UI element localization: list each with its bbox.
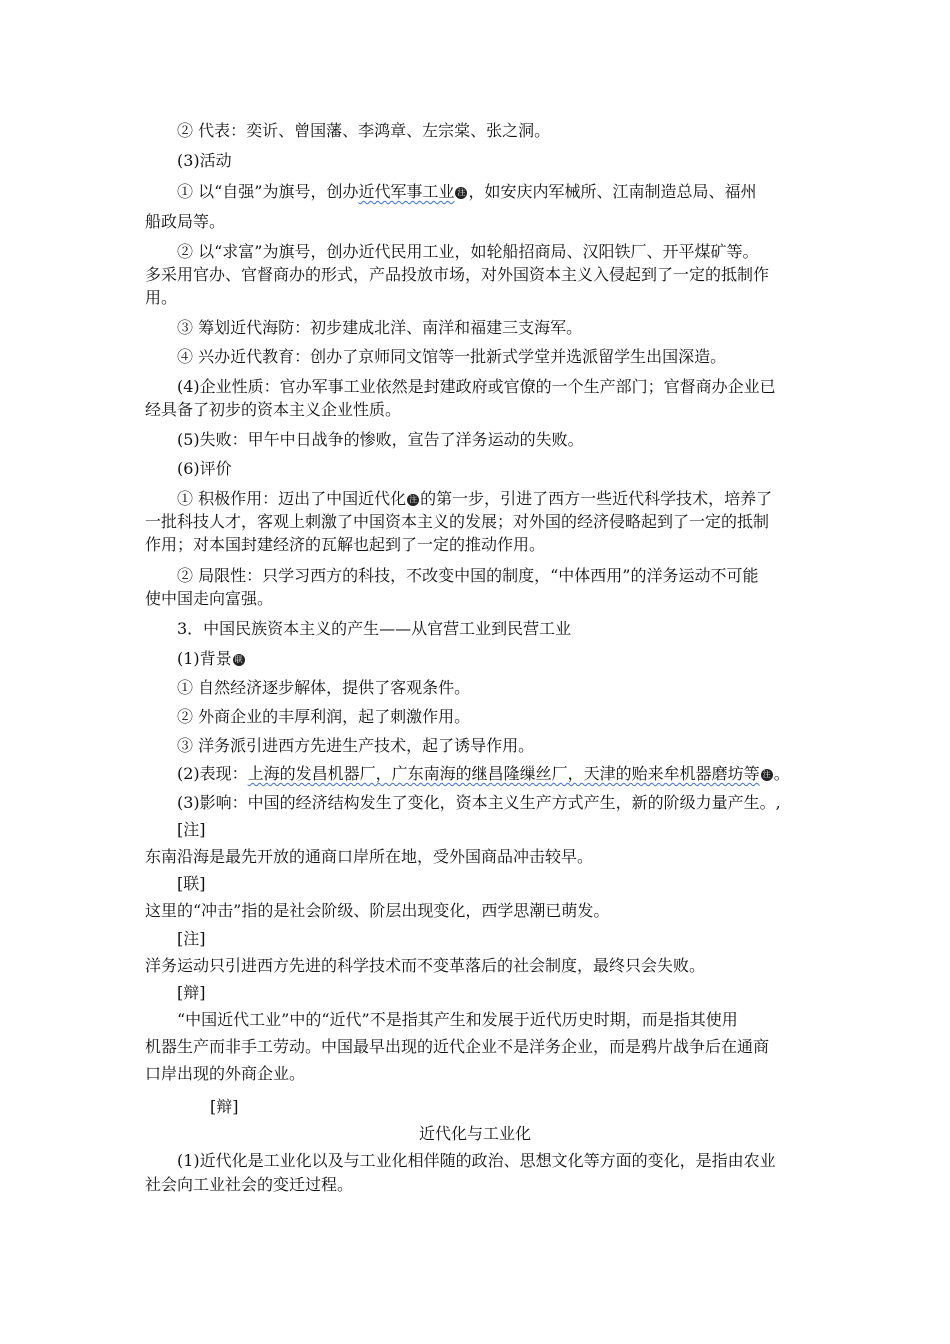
text-line: (6)评价: [177, 459, 232, 478]
underlined-term: 上海的发昌机器厂，广东南海的继昌隆缫丝厂，天津的贻来牟机器磨坊等: [247, 764, 760, 783]
text-line: 使中国走向富强。: [145, 589, 274, 608]
text-line: 经具备了初步的资本主义企业性质。: [145, 400, 402, 419]
text-line: ③ 洋务派引进西方先进生产技术，起了诱导作用。: [177, 736, 535, 755]
text-line: 社会向工业社会的变迁过程。: [145, 1175, 354, 1194]
note-text: 这里的“冲击”指的是社会阶级、阶层出现变化，西学思潮已萌发。: [145, 901, 610, 920]
text-line: 船政局等。: [145, 212, 226, 231]
text-line: ④ 兴办近代教育：创办了京师同文馆等一批新式学堂并选派留学生出国深造。: [177, 347, 727, 366]
note-text: 口岸出现的外商企业。: [145, 1064, 306, 1083]
note-text: 洋务运动只引进西方先进的科学技术而不变革落后的社会制度，最终只会失败。: [145, 956, 706, 975]
section-heading: 3．中国民族资本主义的产生——从官营工业到民营工业: [177, 619, 572, 638]
text-line: (3)影响：中国的经济结构发生了变化，资本主义生产方式产生，新的阶级力量产生。,: [177, 793, 781, 812]
text-line: (4)企业性质：官办军事工业依然是封建政府或官僚的一个生产部门；官督商办企业已: [177, 377, 776, 396]
annotation-mark-icon: 联: [234, 655, 243, 664]
annotation-mark-icon: 注: [409, 495, 418, 504]
text-line: ① 自然经济逐步解体，提供了客观条件。: [177, 678, 471, 697]
text-line: (3)活动: [177, 151, 232, 170]
note-label: [辩]: [210, 1097, 239, 1116]
note-label: [注]: [177, 929, 206, 948]
text-line: ② 以“求富”为旗号，创办近代民用工业，如轮船招商局、汉阳铁厂、开平煤矿等。: [177, 242, 759, 261]
note-text: 机器生产而非手工劳动。中国最早出现的近代企业不是洋务企业，而是鸦片战争后在通商: [145, 1037, 770, 1056]
text-line: 一批科技人才，客观上刺激了中国资本主义的发展；对外国的经济侵略起到了一定的抵制: [145, 512, 770, 531]
text-line: ③ 筹划近代海防：初步建成北洋、南洋和福建三支海军。: [177, 318, 583, 337]
note-label: [联]: [177, 874, 206, 893]
text-line: ② 代表：奕䜣、曾国藩、李鸿章、左宗棠、张之洞。: [177, 121, 551, 140]
note-label: [辩]: [177, 983, 206, 1002]
text-line: (2)表现：上海的发昌机器厂，广东南海的继昌隆缫丝厂，天津的贻来牟机器磨坊等 注 。: [177, 764, 790, 783]
note-text: “中国近代工业”中的“近代”不是指其产生和发展于近代历史时期，而是指其使用: [177, 1010, 738, 1029]
annotation-mark-icon: 注: [457, 188, 466, 197]
annotation-mark-icon: 注: [762, 770, 771, 779]
underlined-term: 近代军事工业: [358, 182, 455, 201]
text-line: (5)失败：甲午中日战争的惨败，宣告了洋务运动的失败。: [177, 430, 584, 449]
text-line: 用。: [145, 288, 178, 307]
text-line: (1)背景 联: [177, 649, 243, 668]
text-line: ② 外商企业的丰厚利润，起了刺激作用。: [177, 707, 471, 726]
text-line: ② 局限性：只学习西方的科技，不改变中国的制度，“中体西用”的洋务运动不可能: [177, 566, 759, 585]
text-line: 作用；对本国封建经济的瓦解也起到了一定的推动作用。: [145, 535, 546, 554]
box-title: 近代化与工业化: [418, 1124, 531, 1143]
text-line: ① 积极作用：迈出了中国近代化 注 的第一步，引进了西方一些近代科学技术，培养了: [177, 489, 773, 508]
note-label: [注]: [177, 820, 206, 839]
note-text: 东南沿海是最先开放的通商口岸所在地，受外国商品冲击较早。: [145, 847, 594, 866]
text-line: (1)近代化是工业化以及与工业化相伴随的政治、思想文化等方面的变化，是指由农业: [177, 1151, 776, 1170]
text-line: 多采用官办、官督商办的形式，产品投放市场，对外国资本主义入侵起到了一定的抵制作: [145, 265, 770, 284]
text-line: ① 以“自强”为旗号，创办近代军事工业 注 ，如安庆内军械所、江南制造总局、福州: [177, 182, 757, 201]
